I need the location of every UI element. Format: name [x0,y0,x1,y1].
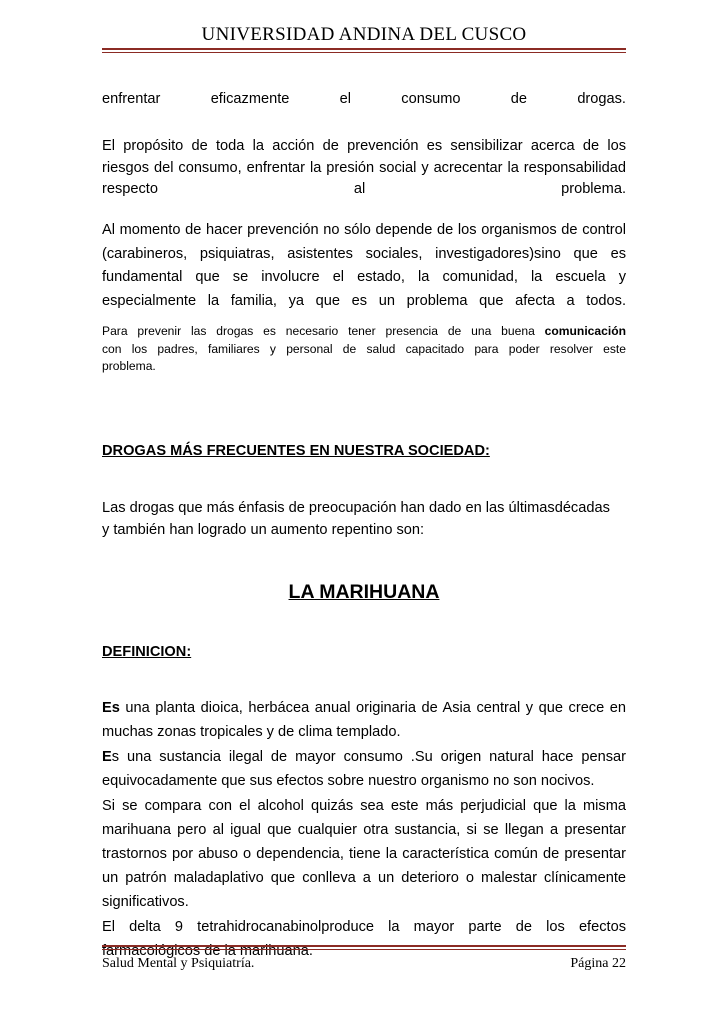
def2-text: s una sustancia ilegal de mayor consumo .Su origen natural hace pensar [111,749,626,765]
paragraph-line: El delta 9 tetrahidrocanabinolproduce la mayor parte de los efectos [102,919,626,935]
paragraph-line: farmacológicos de la marihuana. [102,943,313,959]
paragraph-line: especialmente la familia, ya que es un problema que afecta a todos. [102,292,626,309]
section-heading: DROGAS MÁS FRECUENTES EN NUESTRA SOCIEDAD: [102,443,490,459]
paragraph-line: muchas zonas tropicales y de clima templado. [102,724,401,740]
main-title: LA MARIHUANA [288,581,440,603]
prevention-purpose-paragraph [102,136,626,201]
paragraph-line: respecto al problema. [102,181,626,197]
paragraph-line: un patrón maladaplativo que conlleva a un deterioro o malestar clínicamente [102,870,626,886]
continuation-paragraph [102,89,626,111]
paragraph-line: (carabineros, psiquiatras, asistentes sociales, investigadores)sino que es [102,245,626,262]
paragraph-line: marihuana pero al igual que cualquier otra sustancia, si se llegan a presentar [102,822,626,838]
paragraph-line: El propósito de toda la acción de prevención es sensibilizar acerca de los [102,138,626,154]
footer-rule [102,945,626,947]
header-rule-thin [102,52,626,53]
communication-text: Para prevenir las drogas es necesario tener presencia de una buena [102,324,545,338]
paragraph-line: Al momento de hacer prevención no sólo depende de los organismos de control [102,222,626,238]
drugs-intro-paragraph [102,498,626,541]
header-title: UNIVERSIDAD ANDINA DEL CUSCO [201,24,527,45]
def1-bold: Es [102,700,120,716]
paragraph-line: problema. [102,359,156,373]
def1-text: una planta dioica, herbácea anual originaria de Asia central y que crece en [119,700,626,716]
paragraph-line: con los padres, familiares y personal de salud capacitado para poder resolver este [102,341,626,356]
paragraph-line [102,745,626,769]
footer-page-number: Página 22 [570,956,626,971]
communication-paragraph [102,323,626,376]
paragraph-line [102,323,626,341]
communication-bold: comunicación [544,324,626,338]
paragraph-line [102,696,626,720]
definition-heading: DEFINICION: [102,644,192,660]
organisms-paragraph [102,219,626,313]
footer-rule-thin [102,949,626,950]
def2-bold: E [102,749,112,765]
paragraph-line: Si se compara con el alcohol quizás sea este más perjudicial que la misma [102,798,626,814]
paragraph-line: riesgos del consumo, enfrentar la presión social y acrecentar la responsabilidad [102,159,626,176]
continuation-line: enfrentar eficazmente el consumo de drogas. [102,91,626,107]
footer-course: Salud Mental y Psiquiatría. [102,956,255,971]
paragraph-line: equivocadamente que sus efectos sobre nuestro organismo no son nocivos. [102,773,595,789]
paragraph-line: fundamental que se involucre el estado, la comunidad, la escuela y [102,269,626,285]
paragraph-line: trastornos por abuso o dependencia, tiene la característica común de presentar [102,846,626,862]
header-rule [102,48,626,50]
paragraph-line: Las drogas que más énfasis de preocupación han dado en las últimasdécadas [102,500,610,516]
paragraph-line: y también han logrado un aumento repentino son: [102,521,425,538]
paragraph-line: significativos. [102,894,189,910]
definition-paragraphs [102,696,626,963]
